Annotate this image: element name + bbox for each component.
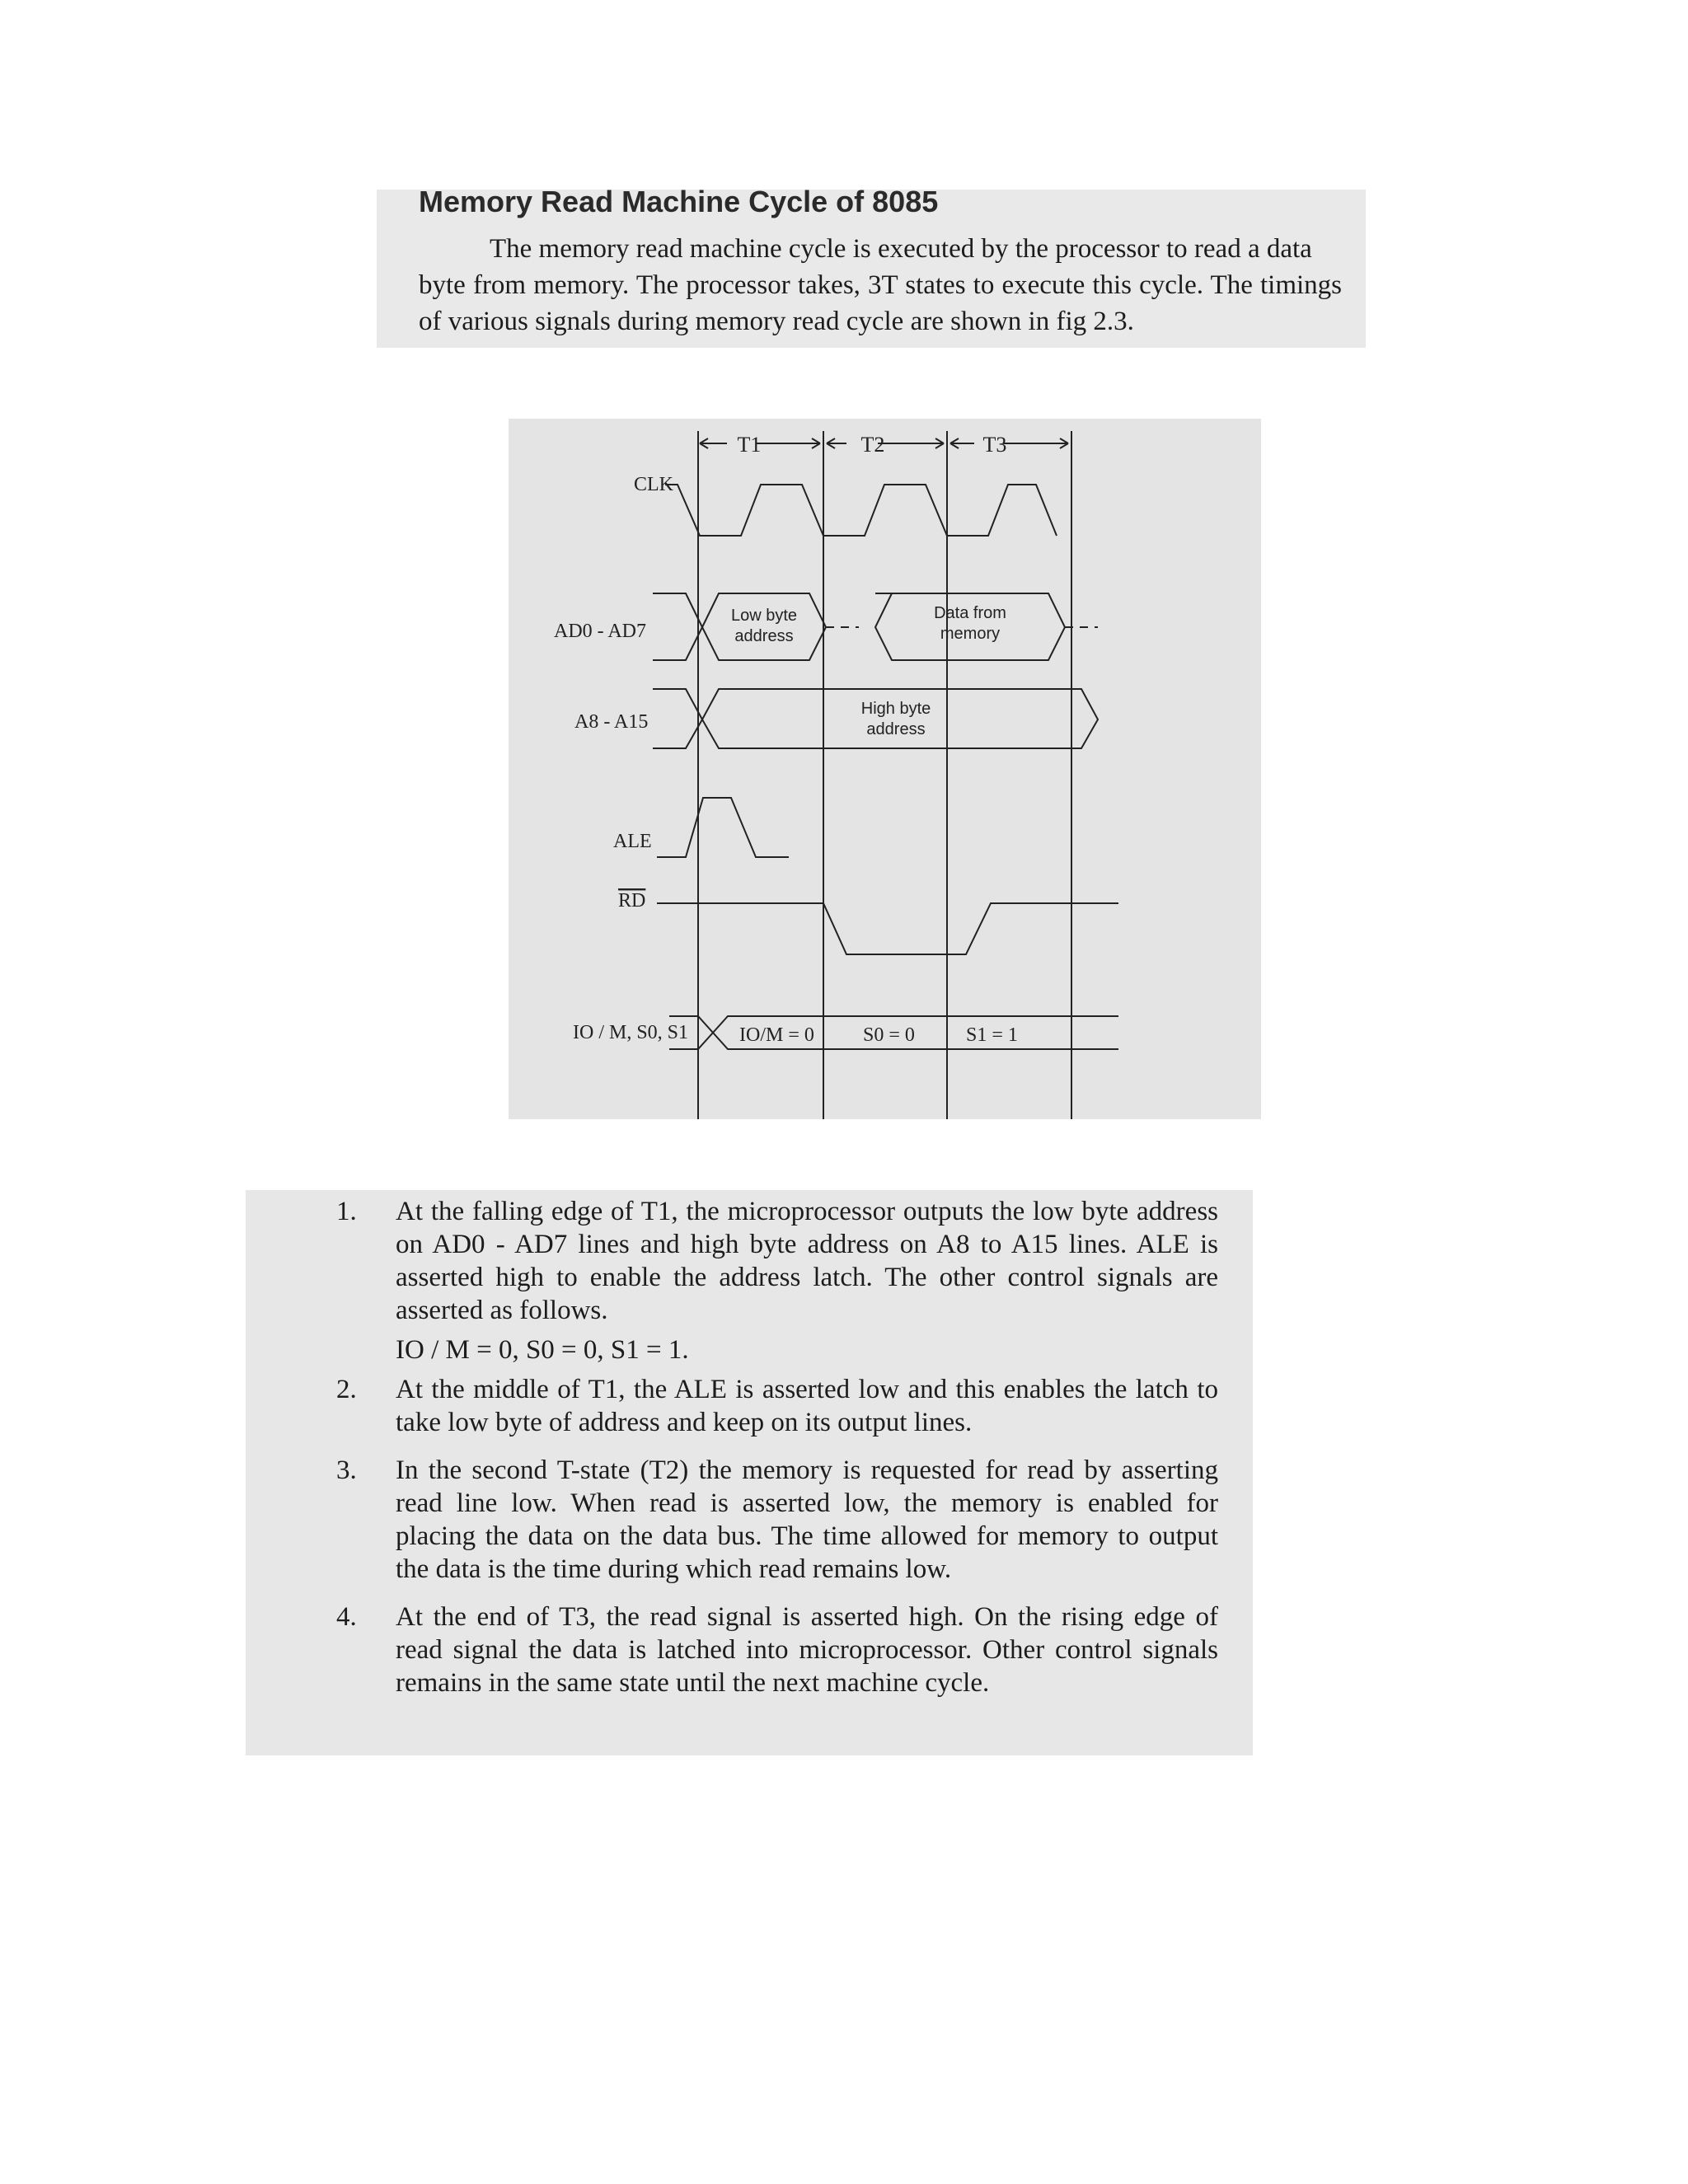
list-item (336, 1601, 1218, 1699)
s0-value-label: S0 = 0 (863, 1024, 915, 1046)
data-from-label: memory (940, 625, 1001, 643)
s1-value-label: S1 = 1 (966, 1024, 1018, 1046)
data-from-label: Data from (934, 604, 1006, 622)
ad-bus-waveform (653, 593, 1098, 660)
a-label: A8 - A15 (574, 711, 649, 733)
ale-label: ALE (613, 831, 652, 852)
step-list (336, 1195, 1218, 1714)
step-number: 4. (336, 1602, 357, 1632)
page-title: Memory Read Machine Cycle of 8085 (419, 185, 939, 218)
a-bus-waveform (653, 689, 1098, 748)
rd-waveform (657, 903, 1118, 954)
clk-label: CLK (634, 474, 673, 495)
intro-paragraph (419, 231, 1342, 340)
high-byte-label: High byte (860, 700, 931, 718)
low-byte-label: address (734, 627, 794, 645)
ale-waveform (657, 798, 789, 857)
intro-line: byte from memory. The processor takes, 3T states to execute this cycle. The timings (419, 270, 1342, 300)
t1-label: T1 (737, 433, 762, 457)
step-number: 1. (336, 1197, 357, 1226)
list-item (336, 1373, 1218, 1439)
step-text: At the middle of T1, the ALE is asserted low and this enables the latch to take low byte of address and keep on its output lines. (396, 1375, 1218, 1437)
intro-line: of various signals during memory read cycle are shown in fig 2.3. (419, 307, 1134, 336)
t2-label: T2 (860, 433, 885, 457)
step-number: 3. (336, 1455, 357, 1485)
list-item (336, 1454, 1218, 1586)
step-text: At the falling edge of T1, the microprocessor outputs the low byte address on AD0 - AD7 lines and high byte address on A8 to A15 lines. ALE is asserted high to enable the address latch. The other control signals are asserted as follows. (396, 1197, 1218, 1325)
step-number: 2. (336, 1375, 357, 1404)
status-label: IO / M, S0, S1 (573, 1022, 689, 1043)
ad-label: AD0 - AD7 (554, 621, 646, 642)
intro-line: The memory read machine cycle is executed by the processor to read a data (490, 234, 1312, 264)
step-text: In the second T-state (T2) the memory is requested for read by asserting read line low. When read is asserted low, the memory is enabled for placing the data on the data bus. The time allowed for memory to output the data is the time during which read remains low. (396, 1455, 1218, 1584)
rd-label: RD (618, 890, 646, 912)
list-item (336, 1195, 1218, 1327)
high-byte-label: address (866, 720, 926, 738)
iom-value-label: IO/M = 0 (739, 1024, 814, 1046)
step-formula: IO / M = 0, S0 = 0, S1 = 1. (396, 1335, 689, 1365)
clk-waveform (665, 485, 1057, 536)
step-text: At the end of T3, the read signal is asserted high. On the rising edge of read signal the data is latched into microprocessor. Other control signals remains in the same state until the next machine cycle. (396, 1602, 1218, 1698)
low-byte-label: Low byte (730, 607, 798, 625)
t3-label: T3 (982, 433, 1007, 457)
timing-diagram (509, 419, 1261, 1119)
